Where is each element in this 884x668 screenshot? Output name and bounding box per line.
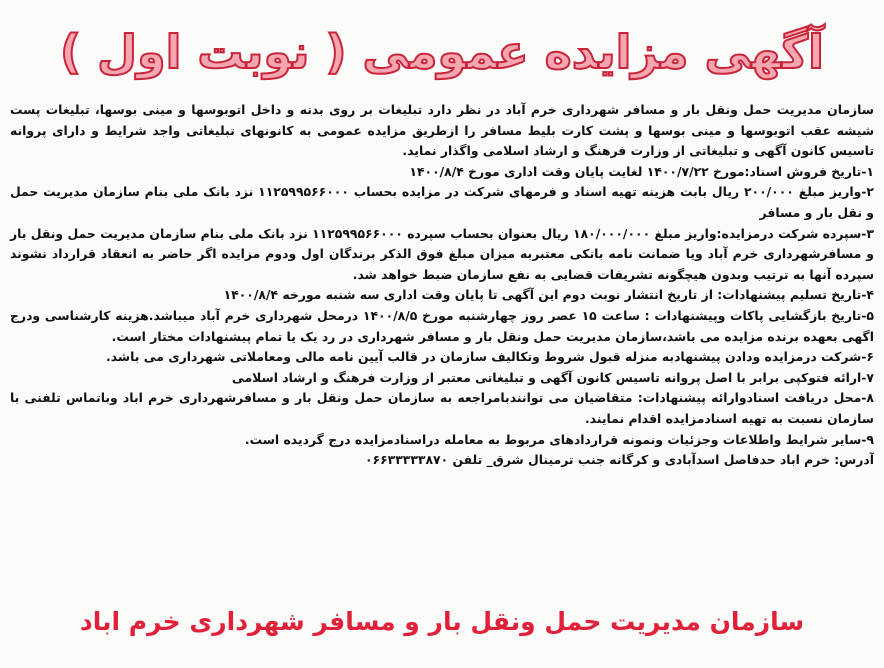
announcement-body xyxy=(10,100,874,471)
address-line: آدرس: خرم اباد حدفاصل اسدآبادی و کرگانه جنب ترمینال شرق_ تلفن ۰۶۶۳۳۳۳۳۸۷۰ xyxy=(364,452,874,468)
item-9: ۹-سایر شرایط واطلاعات وجزئیات ونمونه قراردادهای مربوط به معامله دراسنادمزایده درج گردیده است. xyxy=(244,431,874,447)
item-1: ۱-تاریخ فروش اسناد:مورخ ۱۴۰۰/۷/۲۲ لغایت پایان وقت اداری مورخ ۱۴۰۰/۸/۴ xyxy=(409,163,874,179)
item-6: ۶-شرکت درمزایده ودادن پیشنهادبه منزله قبول شروط وتکالیف سازمان در قالب آیین نامه مالی ومعاملاتی شهرداری می باشد. xyxy=(106,349,874,365)
item-7: ۷-ارائه فتوکپی برابر با اصل پروانه تاسیس کانون آگهی و تبلیغاتی معتبر از وزارت فرهنگ و ارشاد اسلامی xyxy=(231,369,874,385)
page-title: آگهی مزایده عمومی ( نوبت اول ) xyxy=(60,25,824,79)
footer-area xyxy=(0,604,884,640)
title-area xyxy=(0,22,884,82)
item-4: ۴-تاریخ تسلیم پیشنهادات: از تاریخ انتشار نوبت دوم این آگهی تا پایان وقت اداری سه شنبه مورخه ۱۴۰۰/۸/۴ xyxy=(223,287,874,303)
item-8: ۸-محل دریافت اسنادوارائه پیشنهادات: متقاضیان می توانندبامراجعه به سازمان حمل ونقل بار و مسافرشهرداری خرم اباد وباتماس تلفنی با سازمان نسبت به تهیه اسنادمزایده اقدام نمایند. xyxy=(10,390,874,426)
organization-signature: سازمان مدیریت حمل ونقل بار و مسافر شهرداری خرم اباد xyxy=(79,607,805,636)
item-2: ۲-واریز مبلغ ۲۰۰/۰۰۰ ریال بابت هزینه تهیه اسناد و فرمهای شرکت در مزایده بحساب ۱۱۲۵۹۹۵۶۶۰۰۰ نزد بانک ملی بنام سازمان مدیریت حمل و نقل بار و مسافر xyxy=(10,184,874,220)
item-5: ۵-تاریخ بازگشایی پاکات وپیشنهادات : ساعت ۱۵ عصر روز چهارشنبه مورخ ۱۴۰۰/۸/۵ درمحل شهرداری خرم آباد میباشد.هزینه کارشناسی ودرج اگهی بعهده برنده مزایده می باشد،سازمان مدیریت حمل ونقل بار و مسافر شهرداری در رد یک یا تمام پیشنهادات مختار است. xyxy=(10,307,874,344)
item-3: ۳-سپرده شرکت درمزایده:واریز مبلغ ۱۸۰/۰۰۰/۰۰۰ ریال بعنوان بحساب سپرده ۱۱۲۵۹۹۵۶۶۰۰۰ نزد بانک ملی بنام سازمان مدیریت حمل ونقل بار و مسافرشهرداری خرم آباد ویا ضمانت نامه بانکی معتبربه میزان مبلغ فوق الذکر برندگان اول ودوم مزایده اگر حاضر به انعقاد قرارداد نشوند سپرده آنها به ترتیب وبدون هیچگونه تشریفات قضایی به نفع سازمان ضبط خواهد شد. xyxy=(10,225,874,282)
intro-paragraph: سازمان مدیریت حمل ونقل بار و مسافر شهرداری خرم آباد در نظر دارد تبلیغات بر روی بدنه و داخل اتوبوسها و مینی بوسها، تبلیغات پست شیشه عقب اتوبوسها و مینی بوسها و پشت کارت بلیط مسافر را ازطریق مزایده عمومی به کانونهای تبلیغاتی واجد شرایط و دارای پروانه تاسیس کانون آگهی و تبلیغاتی از وزارت فرهنگ و ارشاد اسلامی واگذار نماید. xyxy=(10,102,874,159)
